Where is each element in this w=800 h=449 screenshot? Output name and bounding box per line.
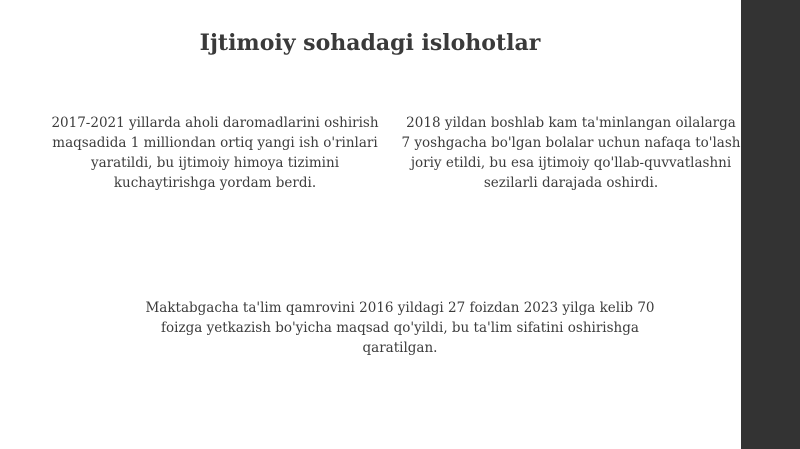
side-panel [741,0,800,449]
slide-title: Ijtimoiy sohadagi islohotlar [199,30,541,56]
text-block-child-benefits: 2018 yildan boshlab kam ta'minlangan oilalarga 7 yoshgacha bo'lgan bolalar uchun nafaqa to'lash joriy etildi, bu esa ijtimoiy qo'llab-quvvatlashni sezilarli darajada oshirdi. [401,115,741,191]
text-block-preschool-education: Maktabgacha ta'lim qamrovini 2016 yildagi 27 foizdan 2023 yilga kelib 70 foizga yetkazish bo'yicha maqsad qo'yildi, bu ta'lim sifatini oshirishga qaratilgan. [145,300,655,356]
text-block-employment: 2017-2021 yillarda aholi daromadlarini oshirish maqsadida 1 milliondan ortiq yangi ish o'rinlari yaratildi, bu ijtimoiy himoya tizimini kuchaytirishga yordam berdi. [51,115,379,191]
